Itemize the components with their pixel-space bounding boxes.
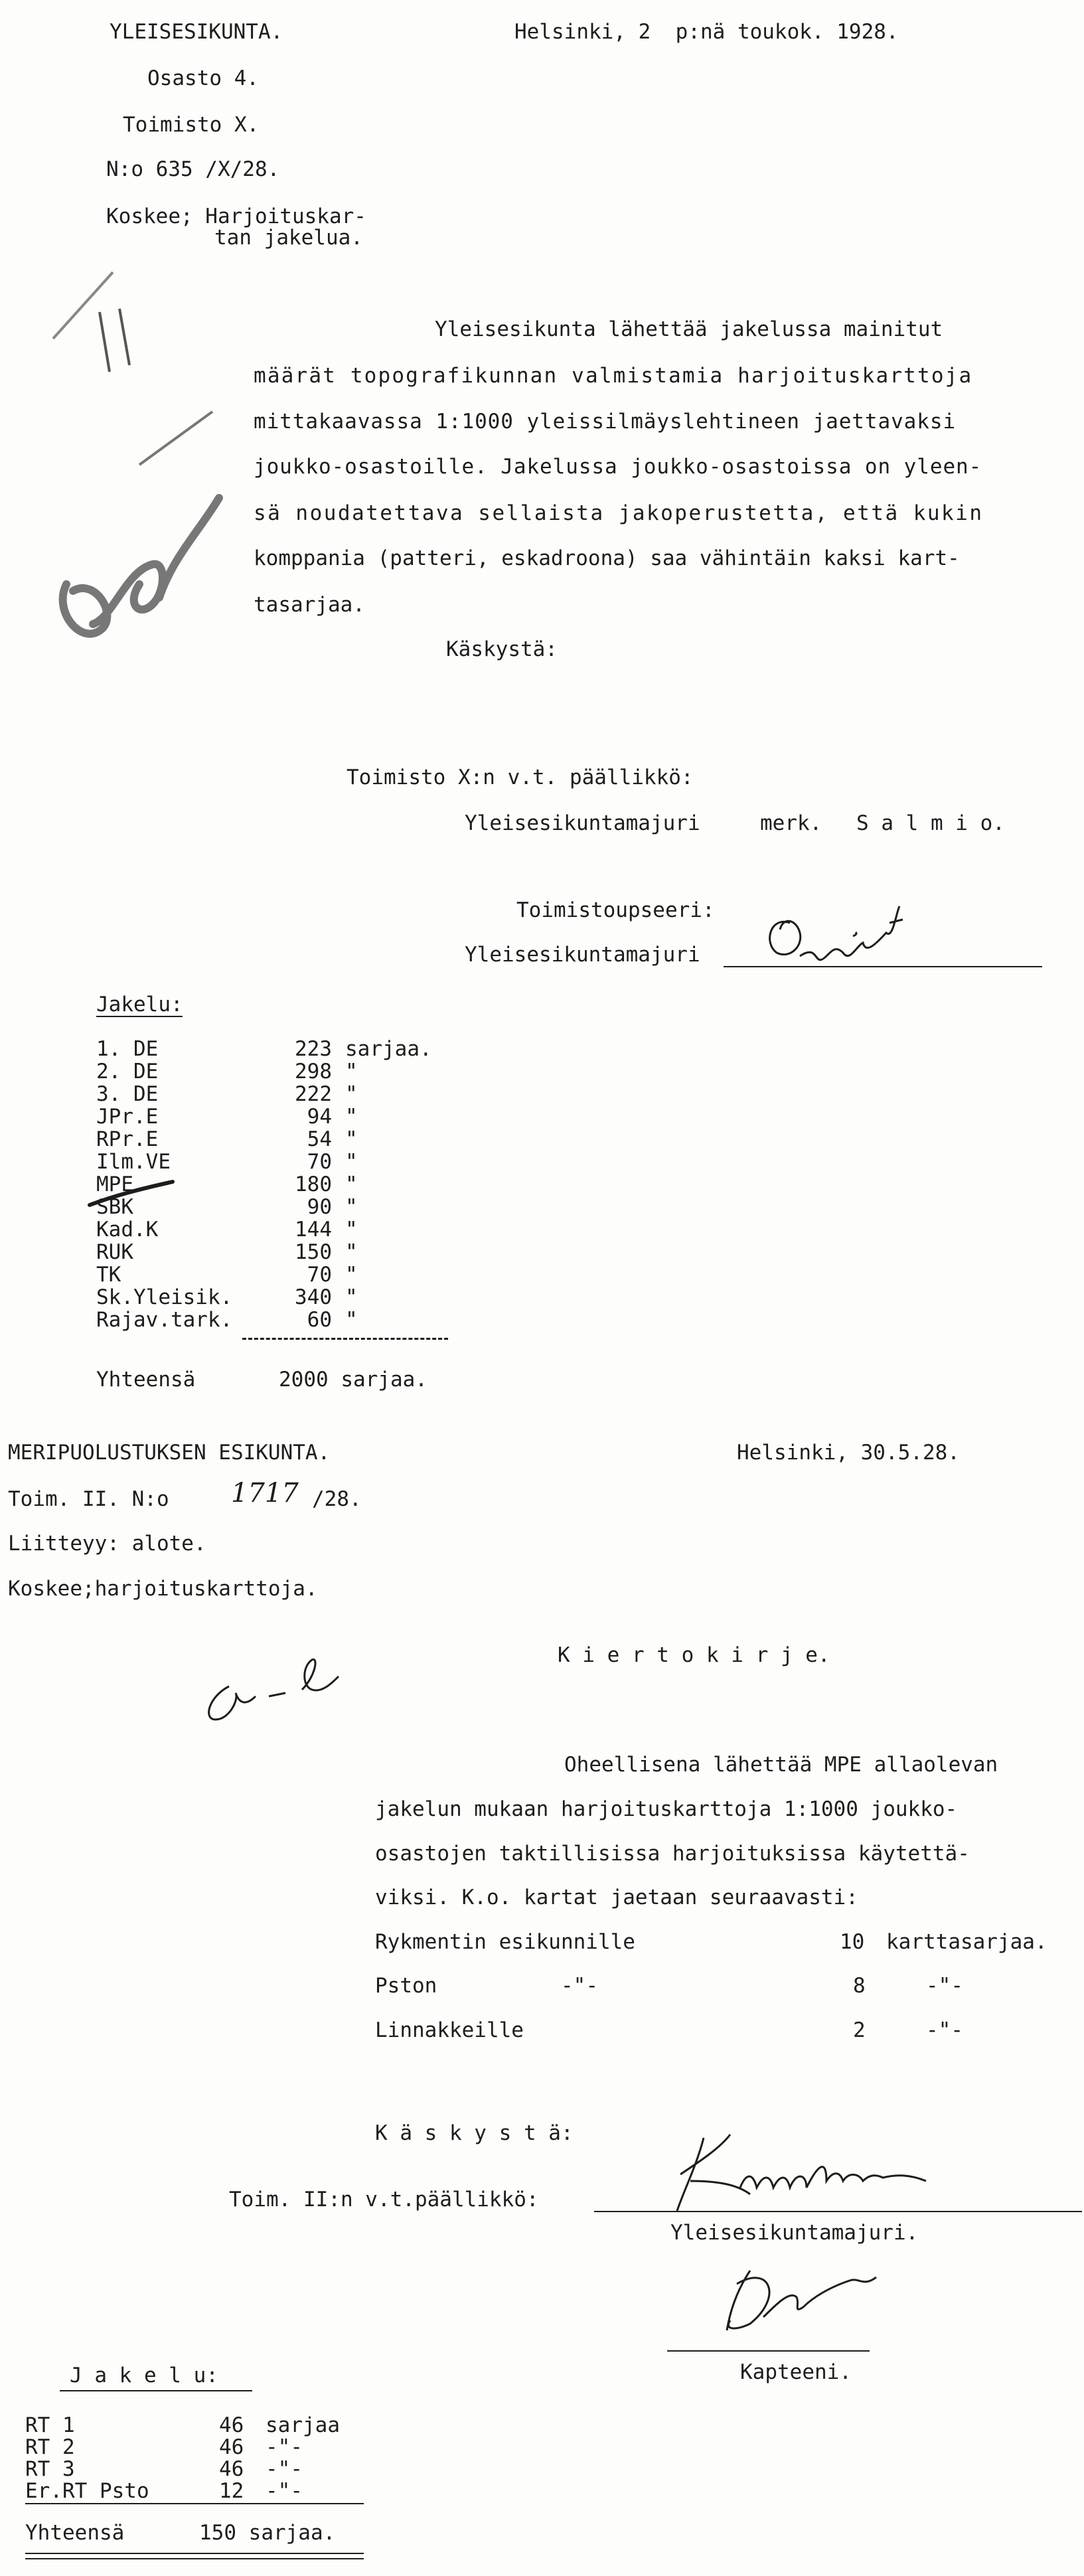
unit-name: 2. DE (96, 1060, 159, 1084)
unit-name: RT 2 (25, 2435, 75, 2459)
unit-count: 70 (307, 1263, 332, 1287)
unit-name: Er.RT Psto (25, 2479, 149, 2503)
distribution-underline (25, 2503, 364, 2504)
allocation-unit: -"- (926, 2018, 963, 2042)
unit-label: " (345, 1218, 358, 1242)
unit-label: -"- (266, 2435, 303, 2459)
unit-name: SBK (96, 1195, 133, 1219)
distribution-heading-2: J a k e l u: (70, 2364, 218, 2387)
body-line: osastojen taktillisissa harjoituksissa käytettä- (375, 1842, 970, 1866)
unit-label: " (345, 1285, 358, 1309)
unit-label: " (345, 1127, 358, 1151)
subject-line-2: tan jakelua. (214, 226, 363, 250)
unit-name: 1. DE (96, 1037, 159, 1061)
attachment-line: Liitteyy: alote. (8, 1532, 206, 1556)
unit-name: RT 3 (25, 2457, 75, 2481)
captain-rank: Kapteeni. (740, 2360, 852, 2384)
sender-header-2: MERIPUOLUSTUKSEN ESIKUNTA. (8, 1441, 331, 1465)
distribution-heading-underline-2 (60, 2390, 252, 2391)
sender-header: YLEISESIKUNTA. (110, 20, 283, 44)
unit-label: " (345, 1105, 358, 1129)
total-label-2: Yhteensä (25, 2521, 125, 2545)
chief-title: Toimisto X:n v.t. päällikkö: (347, 765, 694, 789)
distribution-heading-underline (96, 1016, 183, 1017)
reference-prefix-2: Toim. II. N:o (8, 1487, 169, 1511)
total-label: Yhteensä (96, 1368, 196, 1392)
unit-name: Kad.K (96, 1218, 159, 1242)
unit-count: 60 (307, 1308, 332, 1332)
officer-rank: Yleisesikuntamajuri (465, 943, 700, 967)
unit-name: TK (96, 1263, 121, 1287)
unit-label: " (345, 1308, 358, 1332)
unit-label: " (345, 1060, 358, 1084)
body-line: viksi. K.o. kartat jaetaan seuraavasti: (375, 1886, 858, 1909)
unit-count: 46 (219, 2457, 244, 2481)
total-value-2: 150 sarjaa. (199, 2521, 336, 2545)
unit-count: 298 (295, 1060, 332, 1084)
unit-name: Rajav.tark. (96, 1308, 233, 1332)
unit-label: -"- (266, 2457, 303, 2481)
allocation-count: 8 (853, 1974, 866, 1998)
unit-name: 3. DE (96, 1082, 159, 1106)
unit-count: 144 (295, 1218, 332, 1242)
total-value: 2000 sarjaa. (279, 1368, 427, 1392)
unit-label: " (345, 1240, 358, 1264)
total-separator (242, 1338, 448, 1340)
unit-label: " (345, 1082, 358, 1106)
unit-count: 46 (219, 2435, 244, 2459)
allocation-ditto: -"- (561, 1974, 598, 1998)
allocation-unit: -"- (926, 1974, 963, 1998)
unit-name: RUK (96, 1240, 133, 1264)
order-line-2: K ä s k y s t ä: (375, 2121, 574, 2145)
unit-label: sarjaa. (345, 1037, 432, 1061)
body-line: joukko-osastoille. Jakelussa joukko-osastoissa on yleen- (254, 455, 982, 479)
chief-title-2: Toim. II:n v.t.päällikkö: (229, 2188, 539, 2212)
subject-line-2: Koskee;harjoituskarttoja. (8, 1577, 318, 1601)
unit-name: RPr.E (96, 1127, 159, 1151)
allocation-unit: karttasarjaa. (886, 1930, 1047, 1954)
allocation-recipient: Linnakkeille (375, 2018, 524, 2042)
officer-title: Toimistoupseeri: (516, 898, 715, 922)
order-line: Käskystä: (446, 637, 558, 661)
unit-count: 150 (295, 1240, 332, 1264)
chief-merk: merk. (760, 811, 822, 835)
body-line: määrät topografikunnan valmistamia harjoituskarttoja (254, 364, 973, 388)
allocation-count: 2 (853, 2018, 866, 2042)
chief-name: S a l m i o. (856, 811, 1005, 835)
unit-name: MPE (96, 1172, 133, 1196)
unit-name: Ilm.VE (96, 1150, 171, 1174)
body-line: sä noudatettava sellaista jakoperustetta, että kukin (254, 501, 984, 525)
place-date-2: Helsinki, 30.5.28. (737, 1441, 960, 1465)
department-line: Osasto 4. (147, 66, 259, 90)
body-line: komppania (patteri, eskadroona) saa vähintäin kaksi kart- (254, 546, 960, 570)
unit-count: 180 (295, 1172, 332, 1196)
allocation-recipient: Pston (375, 1974, 437, 1998)
unit-count: 70 (307, 1150, 332, 1174)
unit-count: 222 (295, 1082, 332, 1106)
document-title: K i e r t o k i r j e. (558, 1643, 830, 1667)
reference-number: N:o 635 /X/28. (106, 157, 280, 181)
body-line: Oheellisena lähettää MPE allaolevan (564, 1753, 998, 1777)
unit-label: " (345, 1263, 358, 1287)
allocation-recipient: Rykmentin esikunnille (375, 1930, 635, 1954)
unit-count: 223 (295, 1037, 332, 1061)
total-double-underline (25, 2553, 364, 2559)
unit-name: Sk.Yleisik. (96, 1285, 233, 1309)
chief-rank: Yleisesikuntamajuri (465, 811, 700, 835)
unit-label: -"- (266, 2479, 303, 2503)
unit-label: " (345, 1195, 358, 1219)
unit-label: sarjaa (266, 2413, 340, 2437)
signature-line (724, 966, 1042, 967)
signature-line-3 (667, 2350, 870, 2352)
allocation-count: 10 (840, 1930, 865, 1954)
reference-number-2: 1717 (231, 1478, 299, 1508)
unit-name: RT 1 (25, 2413, 75, 2437)
unit-count: 340 (295, 1285, 332, 1309)
unit-count: 12 (219, 2479, 244, 2503)
unit-name: JPr.E (96, 1105, 159, 1129)
unit-label: " (345, 1172, 358, 1196)
office-line: Toimisto X. (123, 113, 260, 137)
unit-label: " (345, 1150, 358, 1174)
signature-line-2 (594, 2211, 1082, 2212)
distribution-heading: Jakelu: (96, 993, 183, 1016)
unit-count: 90 (307, 1195, 332, 1219)
unit-count: 54 (307, 1127, 332, 1151)
body-line: mittakaavassa 1:1000 yleissilmäyslehtineen jaettavaksi (254, 410, 957, 434)
unit-count: 46 (219, 2413, 244, 2437)
body-line: tasarjaa. (254, 593, 365, 617)
chief-rank-2: Yleisesikuntamajuri. (670, 2221, 919, 2245)
reference-suffix-2: /28. (312, 1487, 362, 1511)
subject-line-1: Koskee; Harjoituskar- (106, 204, 366, 228)
place-date: Helsinki, 2 p:nä toukok. 1928. (514, 20, 899, 44)
body-line: Yleisesikunta lähettää jakelussa mainitut (435, 317, 943, 341)
body-line: jakelun mukaan harjoituskarttoja 1:1000 joukko- (375, 1797, 958, 1821)
unit-count: 94 (307, 1105, 332, 1129)
